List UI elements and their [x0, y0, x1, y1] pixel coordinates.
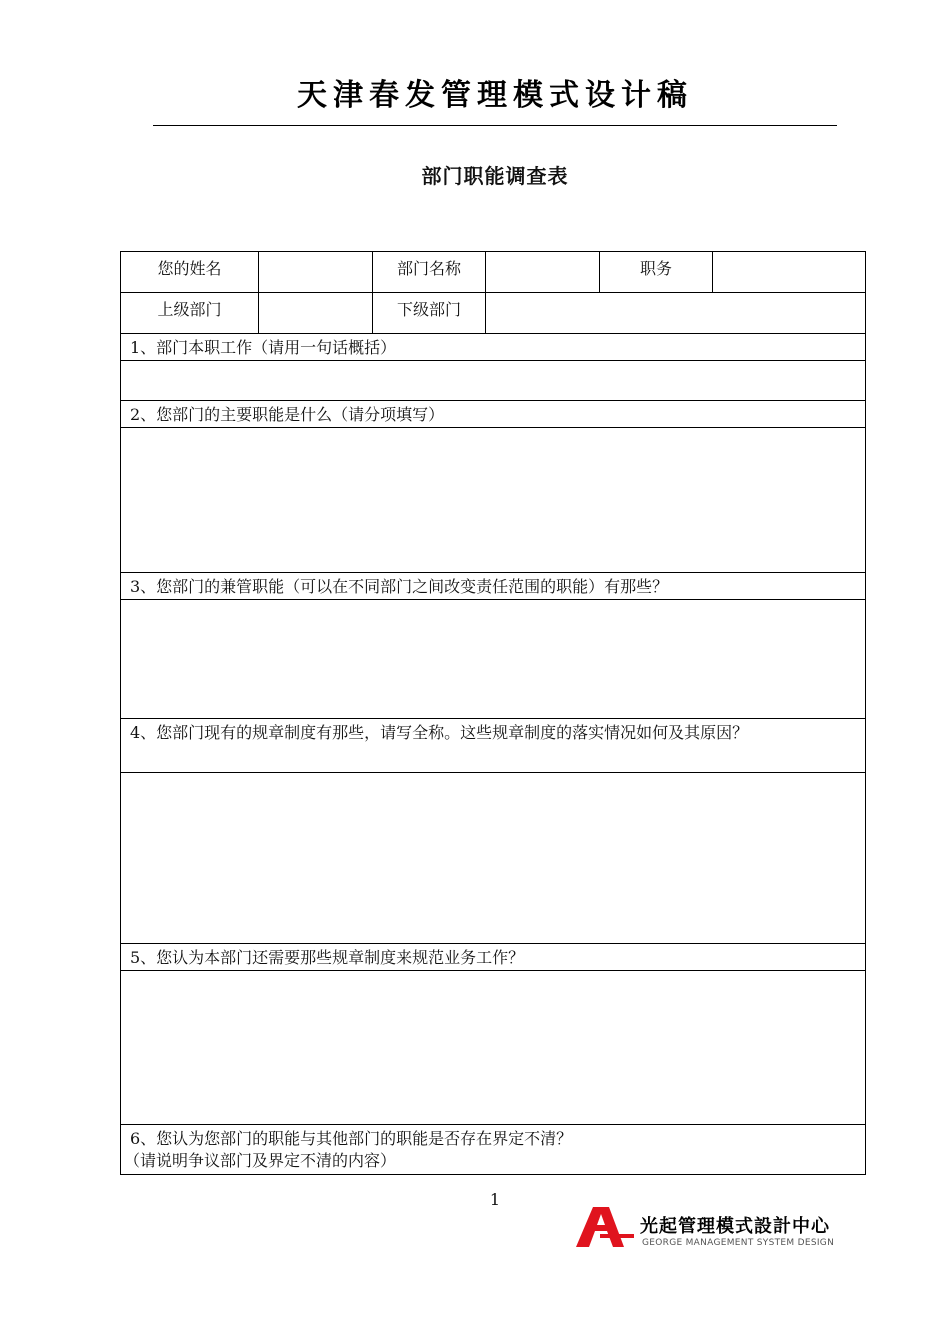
subordinate-dept-label: 下级部门	[373, 293, 486, 333]
header-divider	[153, 125, 837, 126]
superior-dept-label: 上级部门	[121, 293, 259, 333]
info-row-1	[121, 252, 865, 292]
answer-3-area[interactable]	[121, 599, 865, 718]
question-3: 3、您部门的兼管职能（可以在不同部门之间改变责任范围的职能）有那些？	[121, 572, 865, 599]
question-5: 5、您认为本部门还需要那些规章制度来规范业务工作？	[121, 943, 865, 970]
question-6-subtext: （请说明争议部门及界定不清的内容）	[124, 1151, 397, 1170]
question-6-text: 6、您认为您部门的职能与其他部门的职能是否存在界定不清？	[130, 1129, 573, 1148]
answer-5-area[interactable]	[121, 970, 865, 1124]
page-number: 1	[489, 1190, 501, 1209]
info-row-2	[121, 292, 865, 333]
name-label: 您的姓名	[121, 252, 259, 292]
position-input[interactable]	[713, 252, 865, 292]
company-logo	[576, 1207, 846, 1251]
dept-name-input[interactable]	[486, 252, 600, 292]
dept-name-label: 部门名称	[373, 252, 486, 292]
position-label: 职务	[600, 252, 713, 292]
logo-chinese-text: 光起管理模式設計中心	[640, 1216, 830, 1237]
logo-english-text: GEORGE MANAGEMENT SYSTEM DESIGN	[642, 1238, 835, 1248]
superior-dept-input[interactable]	[259, 293, 373, 333]
question-4: 4、您部门现有的规章制度有那些，请写全称。这些规章制度的落实情况如何及其原因？	[121, 718, 865, 772]
answer-4-area[interactable]	[121, 772, 865, 943]
survey-form-table	[120, 251, 866, 1175]
answer-2-area[interactable]	[121, 427, 865, 572]
question-1: 1、部门本职工作（请用一句话概括）	[121, 333, 865, 360]
answer-1-area[interactable]	[121, 360, 865, 400]
question-2: 2、您部门的主要职能是什么（请分项填写）	[121, 400, 865, 427]
question-6	[121, 1124, 865, 1174]
logo-a-mark-icon	[576, 1207, 636, 1247]
name-input[interactable]	[259, 252, 373, 292]
form-title: 部门职能调查表	[421, 164, 569, 188]
document-header-title: 天津春发管理模式设计稿	[297, 78, 693, 113]
subordinate-dept-input[interactable]	[486, 293, 865, 333]
